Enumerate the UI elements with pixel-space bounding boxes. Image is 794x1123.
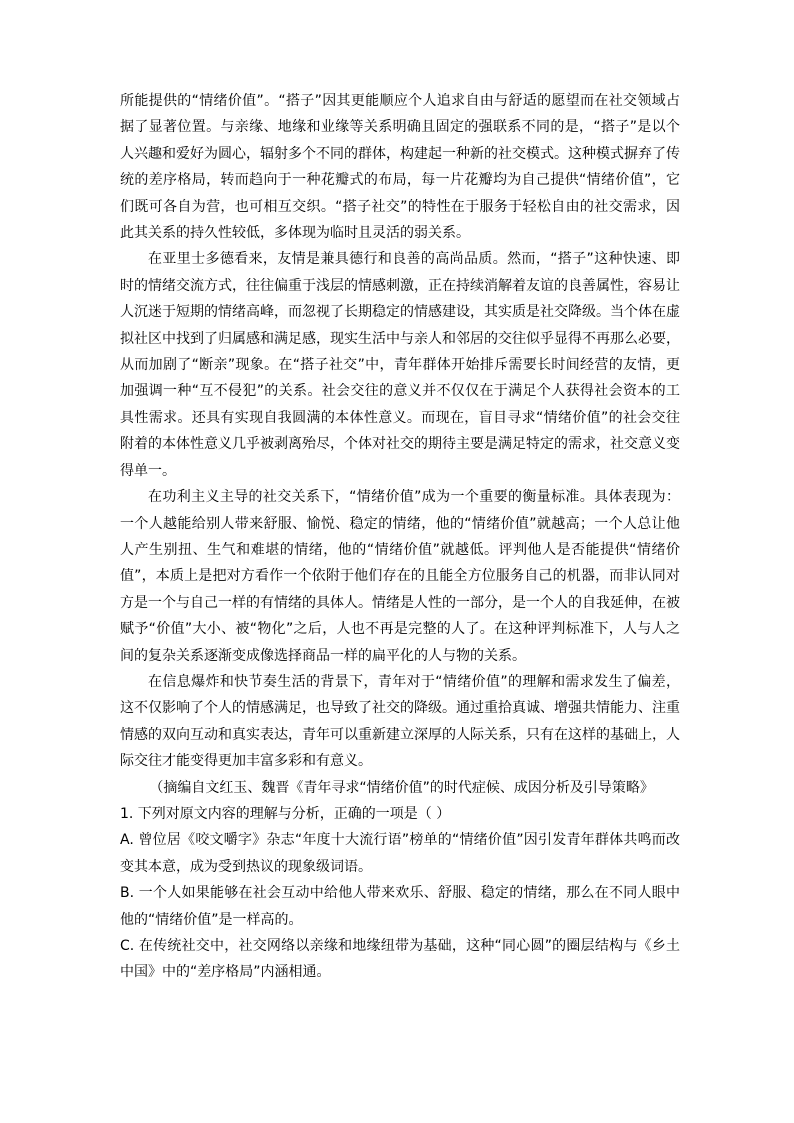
option-a: A. 曾位居《咬文嚼字》杂志“年度十大流行语”榜单的“情绪价值”因引发青年群体共鸣而改变其本意，成为受到热议的现象级词语。 bbox=[120, 832, 680, 875]
document-page bbox=[120, 88, 680, 986]
article-paragraph-4: 在信息爆炸和快节奏生活的背景下，青年对于“情绪价值”的理解和需求发生了偏差，这不仅影响了个人的情感满足，也导致了社交的降级。通过重拾真诚、增强共情能力、注重情感的双向互动和真实表达，青年可以重新建立深厚的人际关系，只有在这样的基础上，人际交往才能变得更加丰富多彩和有意义。 bbox=[120, 673, 680, 770]
article-paragraph-3: 在功利主义主导的社交关系下，“情绪价值”成为一个重要的衡量标准。具体表现为：一个人越能给别人带来舒服、愉悦、稳定的情绪，他的“情绪价值”就越高；一个人总让他人产生别扭、生气和难堪的情绪，他的“情绪价值”就越低。评判他人是否能提供“情绪价值”，本质上是把对方看作一个依附于他们存在的且能全方位服务自己的机器，而非认同对方是一个与自己一样的有情绪的具体人。情绪是人性的一部分，是一个人的自我延伸，在被赋予“价值”大小、被“物化”之后，人也不再是完整的人了。在这种评判标准下，人与人之间的复杂关系逐渐变成像选择商品一样的扁平化的人与物的关系。 bbox=[120, 489, 680, 664]
source-citation: （摘编自文红玉、魏晋《青年寻求“情绪价值”的时代症候、成因分析及引导策略》 bbox=[149, 779, 654, 796]
option-b: B. 一个人如果能够在社会互动中给他人带来欢乐、舒服、稳定的情绪，那么在不同人眼中他的“情绪价值”是一样高的。 bbox=[120, 885, 680, 928]
option-c: C. 在传统社交中，社交网络以亲缘和地缘纽带为基础，这种“同心圆”的圈层结构与《乡土中国》中的“差序格局”内涵相通。 bbox=[120, 938, 680, 981]
article-paragraph-2: 在亚里士多德看来，友情是兼具德行和良善的高尚品质。然而，“搭子”这种快速、即时的情绪交流方式，往往偏重于浅层的情感刺激，正在持续消解着友谊的良善属性，容易让人沉迷于短期的情绪高峰，而忽视了长期稳定的情感建设，其实质是社交降级。当个体在虚拟社区中找到了归属感和满足感，现实生活中与亲人和邻居的交往似乎显得不再那么必要，从而加剧了“断亲”现象。在“搭子社交”中，青年群体开始排斥需要长时间经营的友情，更加强调一种“互不侵犯”的关系。社会交往的意义并不仅仅在于满足个人获得社会资本的工具性需求。还具有实现自我圆满的本体性意义。而现在，盲目寻求“情绪价值”的社会交往附着的本体性意义几乎被剥离殆尽，个体对社交的期待主要是满足特定的需求，社交意义变得单一。 bbox=[120, 251, 680, 479]
article-paragraph-1: 所能提供的“情绪价值”。“搭子”因其更能顺应个人追求自由与舒适的愿望而在社交领域占据了显著位置。与亲缘、地缘和业缘等关系明确且固定的强联系不同的是，“搭子”是以个人兴趣和爱好为圆心，辐射多个不同的群体，构建起一种新的社交模式。这种模式摒弃了传统的差序格局，转而趋向于一种花瓣式的布局，每一片花瓣均为自己提供“情绪价值”，它们既可各自为营，也可相互交织。“搭子社交”的特性在于服务于轻松自由的社交需求，因此其关系的持久性较低，多体现为临时且灵活的弱关系。 bbox=[120, 93, 680, 242]
question-stem: 1. 下列对原文内容的理解与分析，正确的一项是（ ） bbox=[120, 805, 451, 822]
